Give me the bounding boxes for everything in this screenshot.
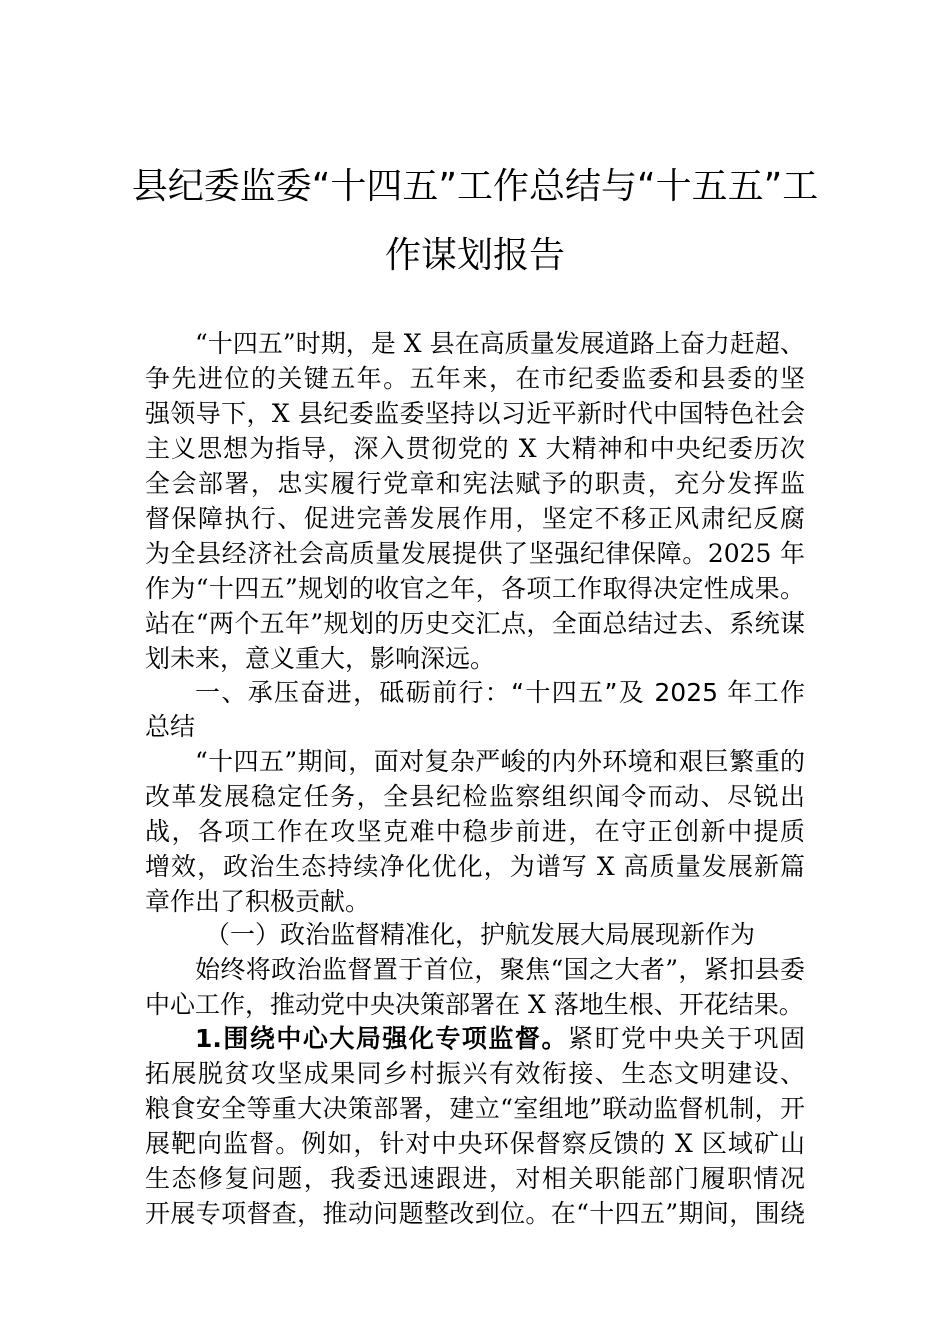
paragraph-line: 为全县经济社会高质量发展提供了坚强纪律保障。2025 年 (145, 539, 805, 568)
item-first-line-text: 紧盯党中央关于巩固 (567, 1024, 805, 1053)
item-first-line (195, 1022, 805, 1056)
document-title-line-1: 县纪委监委“十四五”工作总结与“十五五”工 (131, 166, 819, 207)
paragraph-line: 展靶向监督。例如，针对中央环保督察反馈的 X 区域矿山 (145, 1129, 805, 1158)
paragraph-line: 划未来，意义重大，影响深远。 (145, 644, 496, 673)
paragraph-line: 始终将政治监督置于首位，聚焦“国之大者”，紧扣县委 (195, 955, 805, 984)
paragraph-line: 生态修复问题，我委迅速跟进，对相关职能部门履职情况 (145, 1164, 805, 1193)
item-bold-heading: 1.围绕中心大局强化专项监督。 (195, 1024, 568, 1053)
document-title-line-2: 作谋划报告 (384, 235, 565, 276)
section-heading-line: 总结 (145, 712, 196, 741)
paragraph-line: 章作出了积极贡献。 (145, 887, 371, 916)
paragraph-line: 站在“两个五年”规划的历史交汇点，全面总结过去、系统谋 (145, 609, 805, 638)
paragraph-line: 开展专项督查，推动问题整改到位。在“十四五”期间，围绕 (145, 1199, 805, 1228)
paragraph-line: 战，各项工作在攻坚克难中稳步前进，在守正创新中提质 (145, 817, 805, 846)
paragraph-line: 作为“十四五”规划的收官之年，各项工作取得决定性成果。 (145, 574, 805, 603)
paragraph-line: 改革发展稳定任务，全县纪检监察组织闻令而动、尽锐出 (145, 782, 805, 811)
paragraph-line: “十四五”时期，是 X 县在高质量发展道路上奋力赶超、 (195, 329, 805, 358)
paragraph-line: 拓展脱贫攻坚成果同乡村振兴有效衔接、生态文明建设、 (145, 1059, 805, 1088)
section-heading-line: 一、承压奋进，砥砺前行：“十四五”及 2025 年工作 (195, 678, 805, 707)
paragraph-line: 增效，政治生态持续净化优化，为谱写 X 高质量发展新篇 (145, 852, 805, 881)
paragraph-line: “十四五”期间，面对复杂严峻的内外环境和艰巨繁重的 (195, 747, 805, 776)
paragraph-line: 争先进位的关键五年。五年来，在市纪委监委和县委的坚 (145, 364, 805, 393)
paragraph-line: 全会部署，忠实履行党章和宪法赋予的职责，充分发挥监 (145, 469, 805, 498)
paragraph-line: 督保障执行、促进完善发展作用，坚定不移正风肃纪反腐 (145, 504, 805, 533)
paragraph-line: 粮食安全等重大决策部署，建立“室组地”联动监督机制，开 (145, 1094, 805, 1123)
paragraph-line: 中心工作，推动党中央决策部署在 X 落地生根、开花结果。 (145, 990, 804, 1019)
paragraph-line: 强领导下，X 县纪委监委坚持以习近平新时代中国特色社会 (145, 399, 805, 428)
subsection-heading: （一）政治监督精准化，护航发展大局展现新作为 (205, 920, 756, 949)
paragraph-line: 主义思想为指导，深入贯彻党的 X 大精神和中央纪委历次 (145, 434, 805, 463)
